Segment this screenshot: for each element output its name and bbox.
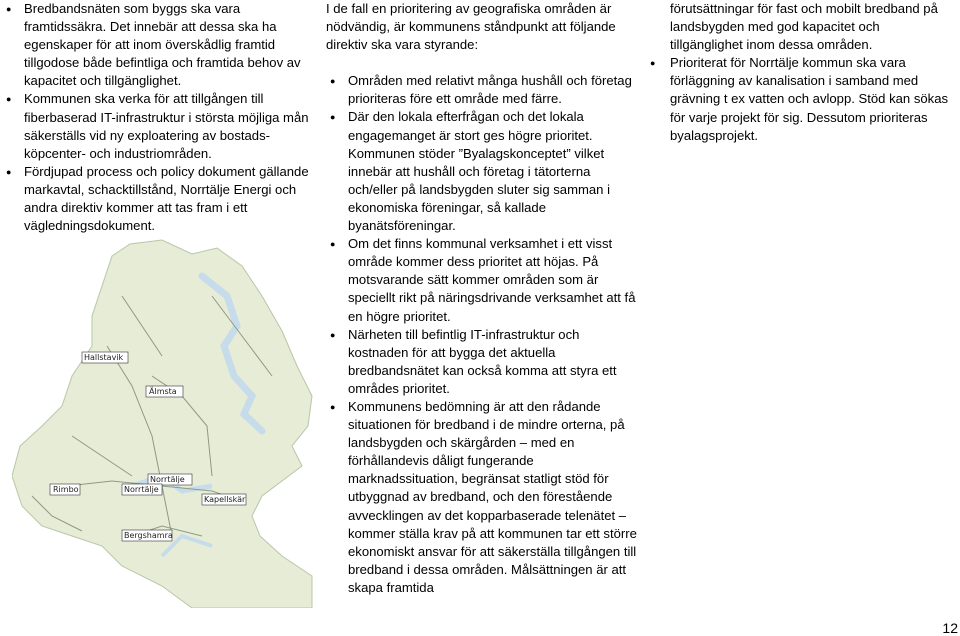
map-label-bergshamra: Bergshamra <box>124 531 173 540</box>
norrtalje-map <box>12 236 318 608</box>
list-item-text: Bredbandsnäten som byggs ska vara framtidssäkra. Det innebär att dessa ska ha egenskaper för att inom överskådlig framtid tillgodose både befintliga och framtida behov av kapacitet och tillgänglighet. <box>24 1 301 89</box>
map-label-norrtalje: Norrtälje <box>150 475 185 484</box>
bullet-icon: ● <box>330 329 336 340</box>
list-item-text: Där den lokala efterfrågan och det lokala engagemanget är stort ges högre prioritet. Kommunen stöder ”Byalagskonceptet” vilket innebär att hushåll och företag i tätorterna och/eller på landsbygden sluter sig samman i ekonomiska föreningar, så kallade byanätsföreningar. <box>348 109 611 234</box>
list-item-text: Kommunens bedömning är att den rådande situationen för bredband i de mindre orterna, på landsbygden och skärgården – med en förhållandevis dåligt fungerande marknadssituation, begränsat statligt stöd för utbyggnad av bredband, och den förestående avvecklingen av det kopparbaserade telenätet – kommer ställa krav på att kommunen tar ett större ekonomiskt ansvar för att säkerställa tillgången till bredband i dessa områden. Målsättningen är att skapa framtida <box>348 398 637 595</box>
bullet-icon: ● <box>330 76 336 87</box>
column-left <box>6 0 318 235</box>
list-item <box>326 72 642 108</box>
list-item-text: Fördjupad process och policy dokument gällande markavtal, schacktillstånd, Norrtälje Energi och andra direktiv kommer att tas fram i ett vägledningsdokument. <box>24 163 309 234</box>
column-right <box>650 0 955 145</box>
list-item <box>326 235 642 325</box>
list-item-text: Områden med relativt många hushåll och företag prioriteras före ett område med färre. <box>348 73 632 107</box>
list-item <box>6 90 318 162</box>
map-label-kapellskar: Kapellskär <box>204 495 246 504</box>
bullet-icon: ● <box>6 166 12 177</box>
list-item-text: Kommunen ska verka för att tillgången till fiberbaserad IT-infrastruktur i största möjliga mån säkerställs vid ny exploatering av bostads- köpcenter- och industriområden. <box>24 91 309 161</box>
page-number: 12 <box>942 620 958 636</box>
bullet-icon: ● <box>6 4 12 14</box>
intro-paragraph: I de fall en prioritering av geografiska områden är nödvändig, är kommunens ståndpunkt att följande direktiv ska vara styrande: <box>326 1 616 53</box>
list-item-text: Om det finns kommunal verksamhet i ett visst område kommer dess prioritet att höjas. På motsvarande sätt kommer områden som är speciellt rikt på näringsdrivande verksamhet att få en högre prioritet. <box>348 236 636 324</box>
bullet-icon: ● <box>330 112 336 123</box>
map-label-almsta: Älmsta <box>149 387 177 396</box>
continuation-paragraph: förutsättningar för fast och mobilt bredband på landsbygden med god kapacitet och tillgänglighet inom dessa områden. <box>670 1 938 53</box>
spacer <box>326 54 642 72</box>
list-item <box>326 326 642 398</box>
list-item <box>6 0 318 90</box>
list-item-text: Närheten till befintlig IT-infrastruktur och kostnaden för att bygga det aktuella bredbandsnätet kan också komma att styra ett områdes prioritet. <box>348 326 617 396</box>
list-item <box>6 163 318 235</box>
map-label-rimbo: Rimbo <box>53 485 79 494</box>
bullet-icon: ● <box>330 239 336 250</box>
list-item-text: Prioriterat för Norrtälje kommun ska vara förläggning av kanalisation i samband med grävning t ex vatten och avlopp. Stöd kan sökas för varje projekt för sig. Dessutom prioriteras byalagsprojekt. <box>670 55 949 143</box>
map-label-norrtalje-town: Norrtälje <box>124 485 159 494</box>
bullet-icon: ● <box>330 401 336 412</box>
bullet-icon: ● <box>650 58 656 69</box>
bullet-list-left <box>6 0 318 235</box>
bullet-icon: ● <box>6 94 12 105</box>
list-item <box>650 54 955 144</box>
map-label-hallstavik: Hallstavik <box>84 353 124 362</box>
bullet-list-right <box>650 54 955 144</box>
column-middle <box>326 0 642 597</box>
list-item <box>326 398 642 597</box>
bullet-list-middle <box>326 72 642 597</box>
list-item <box>326 108 642 235</box>
